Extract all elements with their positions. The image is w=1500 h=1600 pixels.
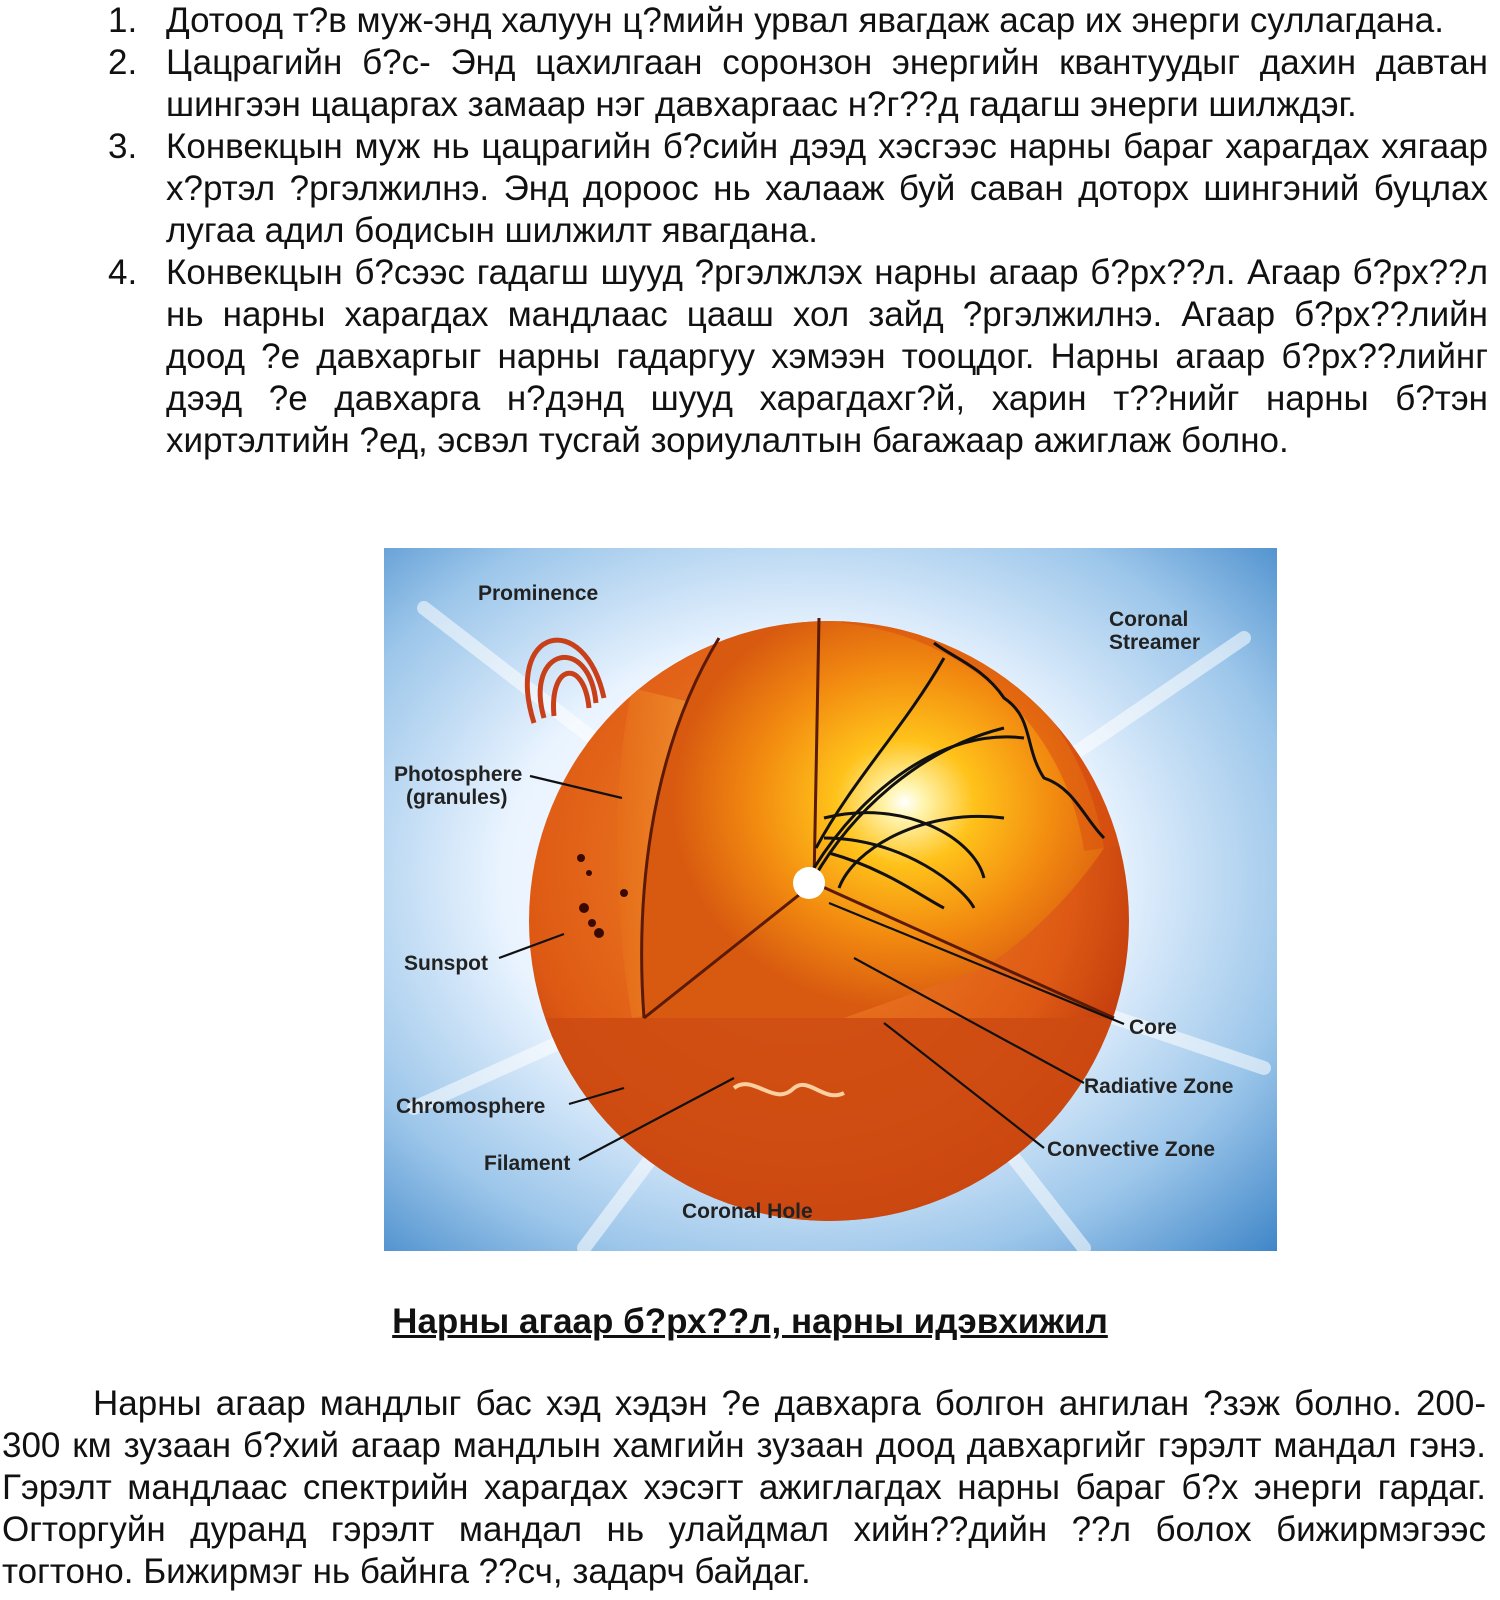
label-photosphere-2: (granules) xyxy=(406,786,508,809)
list-number: 3. xyxy=(108,127,138,166)
list-item-4 xyxy=(0,252,1500,462)
core-glow xyxy=(793,867,825,899)
label-photosphere-1: Photosphere xyxy=(394,763,523,786)
list-item-1 xyxy=(0,0,1500,42)
list-text: Дотоод т?в муж-энд халуун ц?мийн урвал явагдаж асар их энерги суллагдана. xyxy=(166,1,1444,40)
section-title xyxy=(0,1302,1500,1342)
label-chromosphere: Chromosphere xyxy=(396,1095,546,1118)
section-title-text: Нарны агаар б?рх??л, нарны идэвхижил xyxy=(392,1302,1108,1341)
numbered-list xyxy=(0,0,1500,462)
list-item-3 xyxy=(0,126,1500,252)
list-number: 4. xyxy=(108,253,138,292)
list-text: Цацрагийн б?с- Энд цахилгаан соронзон энергийн квантуудыг дахин давтан шингээн цацаргах замаар нэг давхаргаас н?г??д гадагш энерги шилждэг. xyxy=(166,43,1488,124)
label-sunspot: Sunspot xyxy=(404,952,488,975)
label-prominence: Prominence xyxy=(478,582,599,605)
sun-structure-figure xyxy=(384,548,1277,1251)
list-text: Конвекцын муж нь цацрагийн б?сийн дээд хэсгээс нарны бараг харагдах хягаар х?ртэл ?ргэлжилнэ. Энд дороос нь халааж буй саван доторх шингэний буцлах лугаа адил бодисын шилжилт явагдана. xyxy=(166,127,1488,250)
label-coronal-streamer-2: Streamer xyxy=(1109,631,1201,654)
body-paragraph: Нарны агаар мандлыг бас хэд хэдэн ?е давхарга болгон ангилан ?зэж болно. 200-300 км зузаан б?хий агаар мандлын хамгийн зузаан доод давхаргийг гэрэлт мандал гэнэ. Гэрэлт мандлаас спектрийн харагдах хэсэгт ажиглагдах нарны бараг б?х энерги гардаг. Огторгуйн дуранд гэрэлт мандал нь улайдмал хийн??дийн ??л болох бижирмэгээс тогтоно. Бижирмэг нь байнга ??сч, задарч байдаг. xyxy=(2,1384,1486,1591)
label-radiative-zone: Radiative Zone xyxy=(1084,1075,1234,1098)
list-item-2 xyxy=(0,42,1500,126)
list-text: Конвекцын б?сээс гадагш шууд ?ргэлжлэх нарны агаар б?рх??л. Агаар б?рх??л нь нарны харагдах мандлаас цааш хол зайд ?ргэлжилнэ. Агаар б?рх??лийн доод ?е давхаргыг нарны гадаргуу хэмээн тооцдог. Нарны агаар б?рх??лийнг дээд ?е давхарга н?дэнд шууд харагдахг?й, харин т??нийг нарны б?тэн хиртэлтийн ?ед, эсвэл тусгай зориулалтын багажаар ажиглаж болно. xyxy=(166,253,1488,460)
label-coronal-hole: Coronal Hole xyxy=(682,1200,813,1223)
label-filament: Filament xyxy=(484,1152,571,1175)
label-coronal-streamer-1: Coronal xyxy=(1109,608,1189,631)
label-core: Core xyxy=(1129,1016,1177,1039)
list-number: 2. xyxy=(108,43,138,82)
label-convective-zone: Convective Zone xyxy=(1047,1138,1216,1161)
list-number: 1. xyxy=(108,1,138,40)
